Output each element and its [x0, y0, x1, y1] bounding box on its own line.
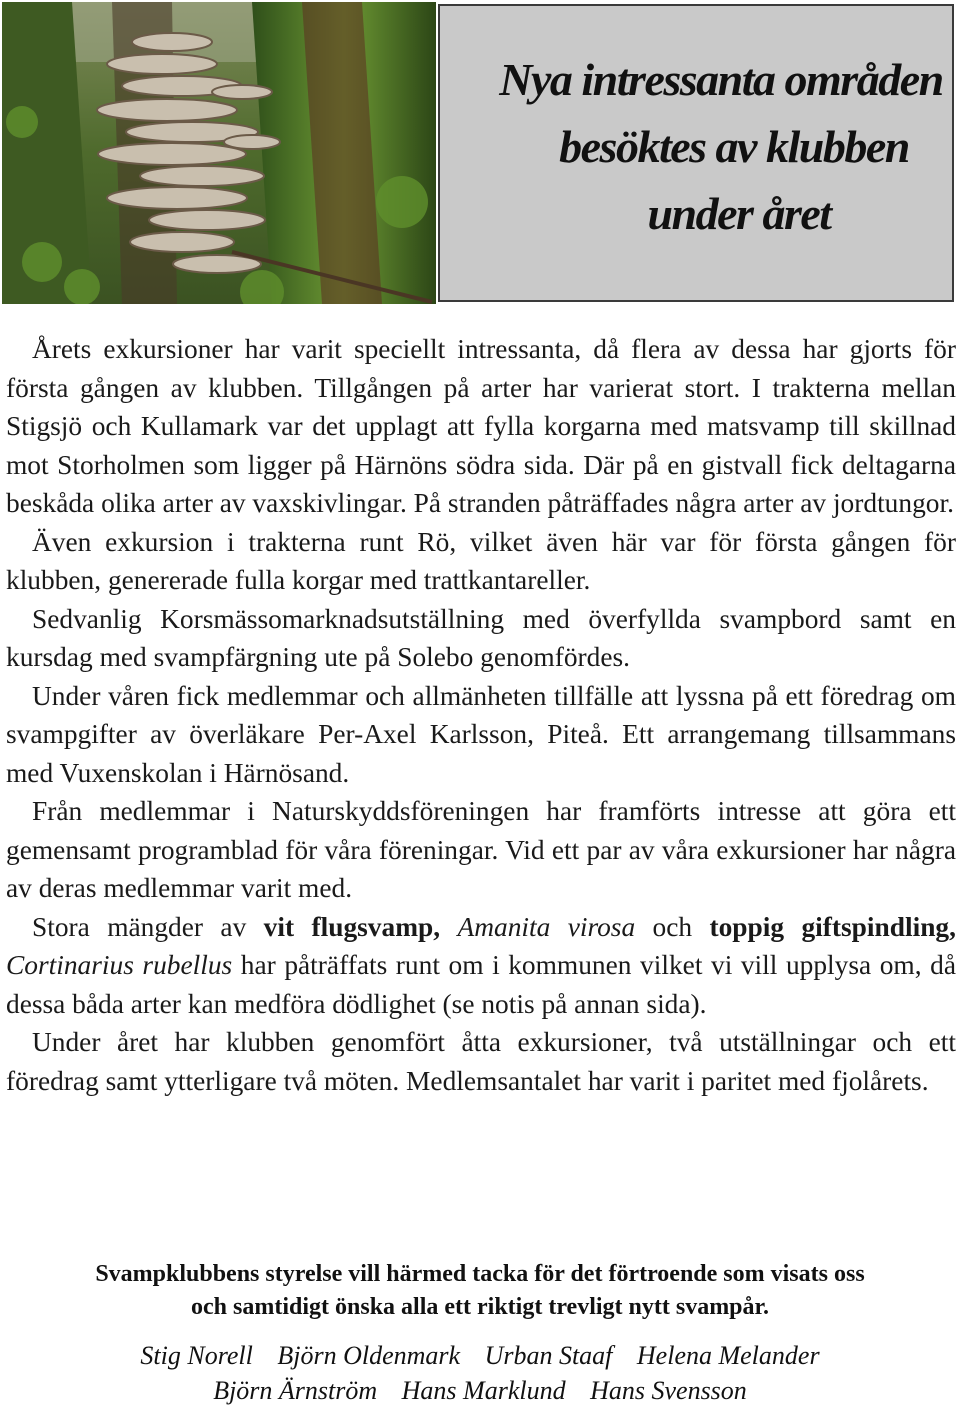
paragraph-ro-excursion: Även exkursion i trakterna runt Rö, vilket även här var för första gången för klubben, genererade fulla korgar med trattkantareller. [6, 526, 956, 595]
text-segment: Stora mängder av [32, 911, 264, 942]
signer-name: Björn Oldenmark [277, 1341, 461, 1370]
species-common-name: toppig giftspindling, [709, 911, 956, 942]
headline-line-1: Nya intressanta områden [499, 54, 943, 105]
paragraph-excursions: Årets exkursioner har varit speciellt intressanta, då flera av dessa har gjorts för första gången av klubben. Tillgången på arter har varierat stort. I trakterna mellan Stigsjö och Kullamark var det upplagt att fylla korgarna med matsvamp till skillnad mot Storholmen som ligger på Härnöns södra sida. Där på en gistvall fick deltagarna beskåda olika arter av vaxskivlingar. På stranden påträffades några arter av jordtungor. [6, 334, 956, 518]
signer-name: Helena Melander [636, 1341, 820, 1370]
thanks-line-2: och samtidigt önska alla ett riktigt trevligt nytt svampår. [191, 1294, 769, 1320]
paragraph-exhibition: Sedvanlig Korsmässomarknadsutställning med överfyllda svampbord samt en kursdag med svampfärgning ute på Solebo genomfördes. [6, 603, 956, 672]
article-body [6, 330, 956, 1100]
paragraph-naturskydd: Från medlemmar i Naturskyddsföreningen har framförts intresse att göra ett gemensamt programblad för våra föreningar. Vid ett par av våra exkursioner har några av deras medlemmar varit med. [6, 796, 956, 903]
text-segment: har påträffats runt om i kommunen vilket vi vill upplysa om, då dessa båda arter kan medföra dödlighet (se notis på annan sida). [6, 950, 956, 1019]
species-latin-name: Cortinarius rubellus [6, 950, 233, 980]
fungi-photo [2, 2, 436, 304]
signer-name: Björn Ärnström [213, 1376, 378, 1405]
paragraph-poisonous-species [6, 908, 956, 1024]
thanks-message [0, 1258, 960, 1324]
signer-name: Hans Svensson [590, 1376, 747, 1405]
article-header [0, 0, 960, 308]
paragraph-summary: Under året har klubben genomfört åtta exkursioner, två utställningar och ett föredrag samt ytterligare två möten. Medlemsantalet har varit i paritet med fjolårets. [6, 1027, 956, 1096]
species-latin-name: Amanita virosa [457, 911, 636, 942]
signer-name: Urban Staaf [484, 1341, 613, 1370]
headline-line-3: under året [647, 188, 831, 239]
headline [440, 46, 952, 247]
text-segment [440, 912, 457, 942]
thanks-line-1: Svampklubbens styrelse vill härmed tacka för det förtroende som visats oss [95, 1261, 865, 1287]
signer-name: Hans Marklund [401, 1376, 566, 1405]
species-common-name: vit flugsvamp, [263, 911, 441, 942]
signer-name: Stig Norell [140, 1341, 253, 1370]
headline-line-2: besöktes av klubben [559, 121, 909, 172]
board-signatures [0, 1338, 960, 1408]
signers-row-2 [0, 1373, 960, 1408]
text-segment: och [635, 911, 710, 942]
paragraph-lecture: Under våren fick medlemmar och allmänheten tillfälle att lyssna på ett föredrag om svampgifter av överläkare Per-Axel Karlsson, Piteå. Ett arrangemang tillsammans med Vuxenskolan i Härnösand. [6, 680, 956, 788]
headline-box [438, 4, 954, 302]
signers-row-1 [0, 1338, 960, 1373]
